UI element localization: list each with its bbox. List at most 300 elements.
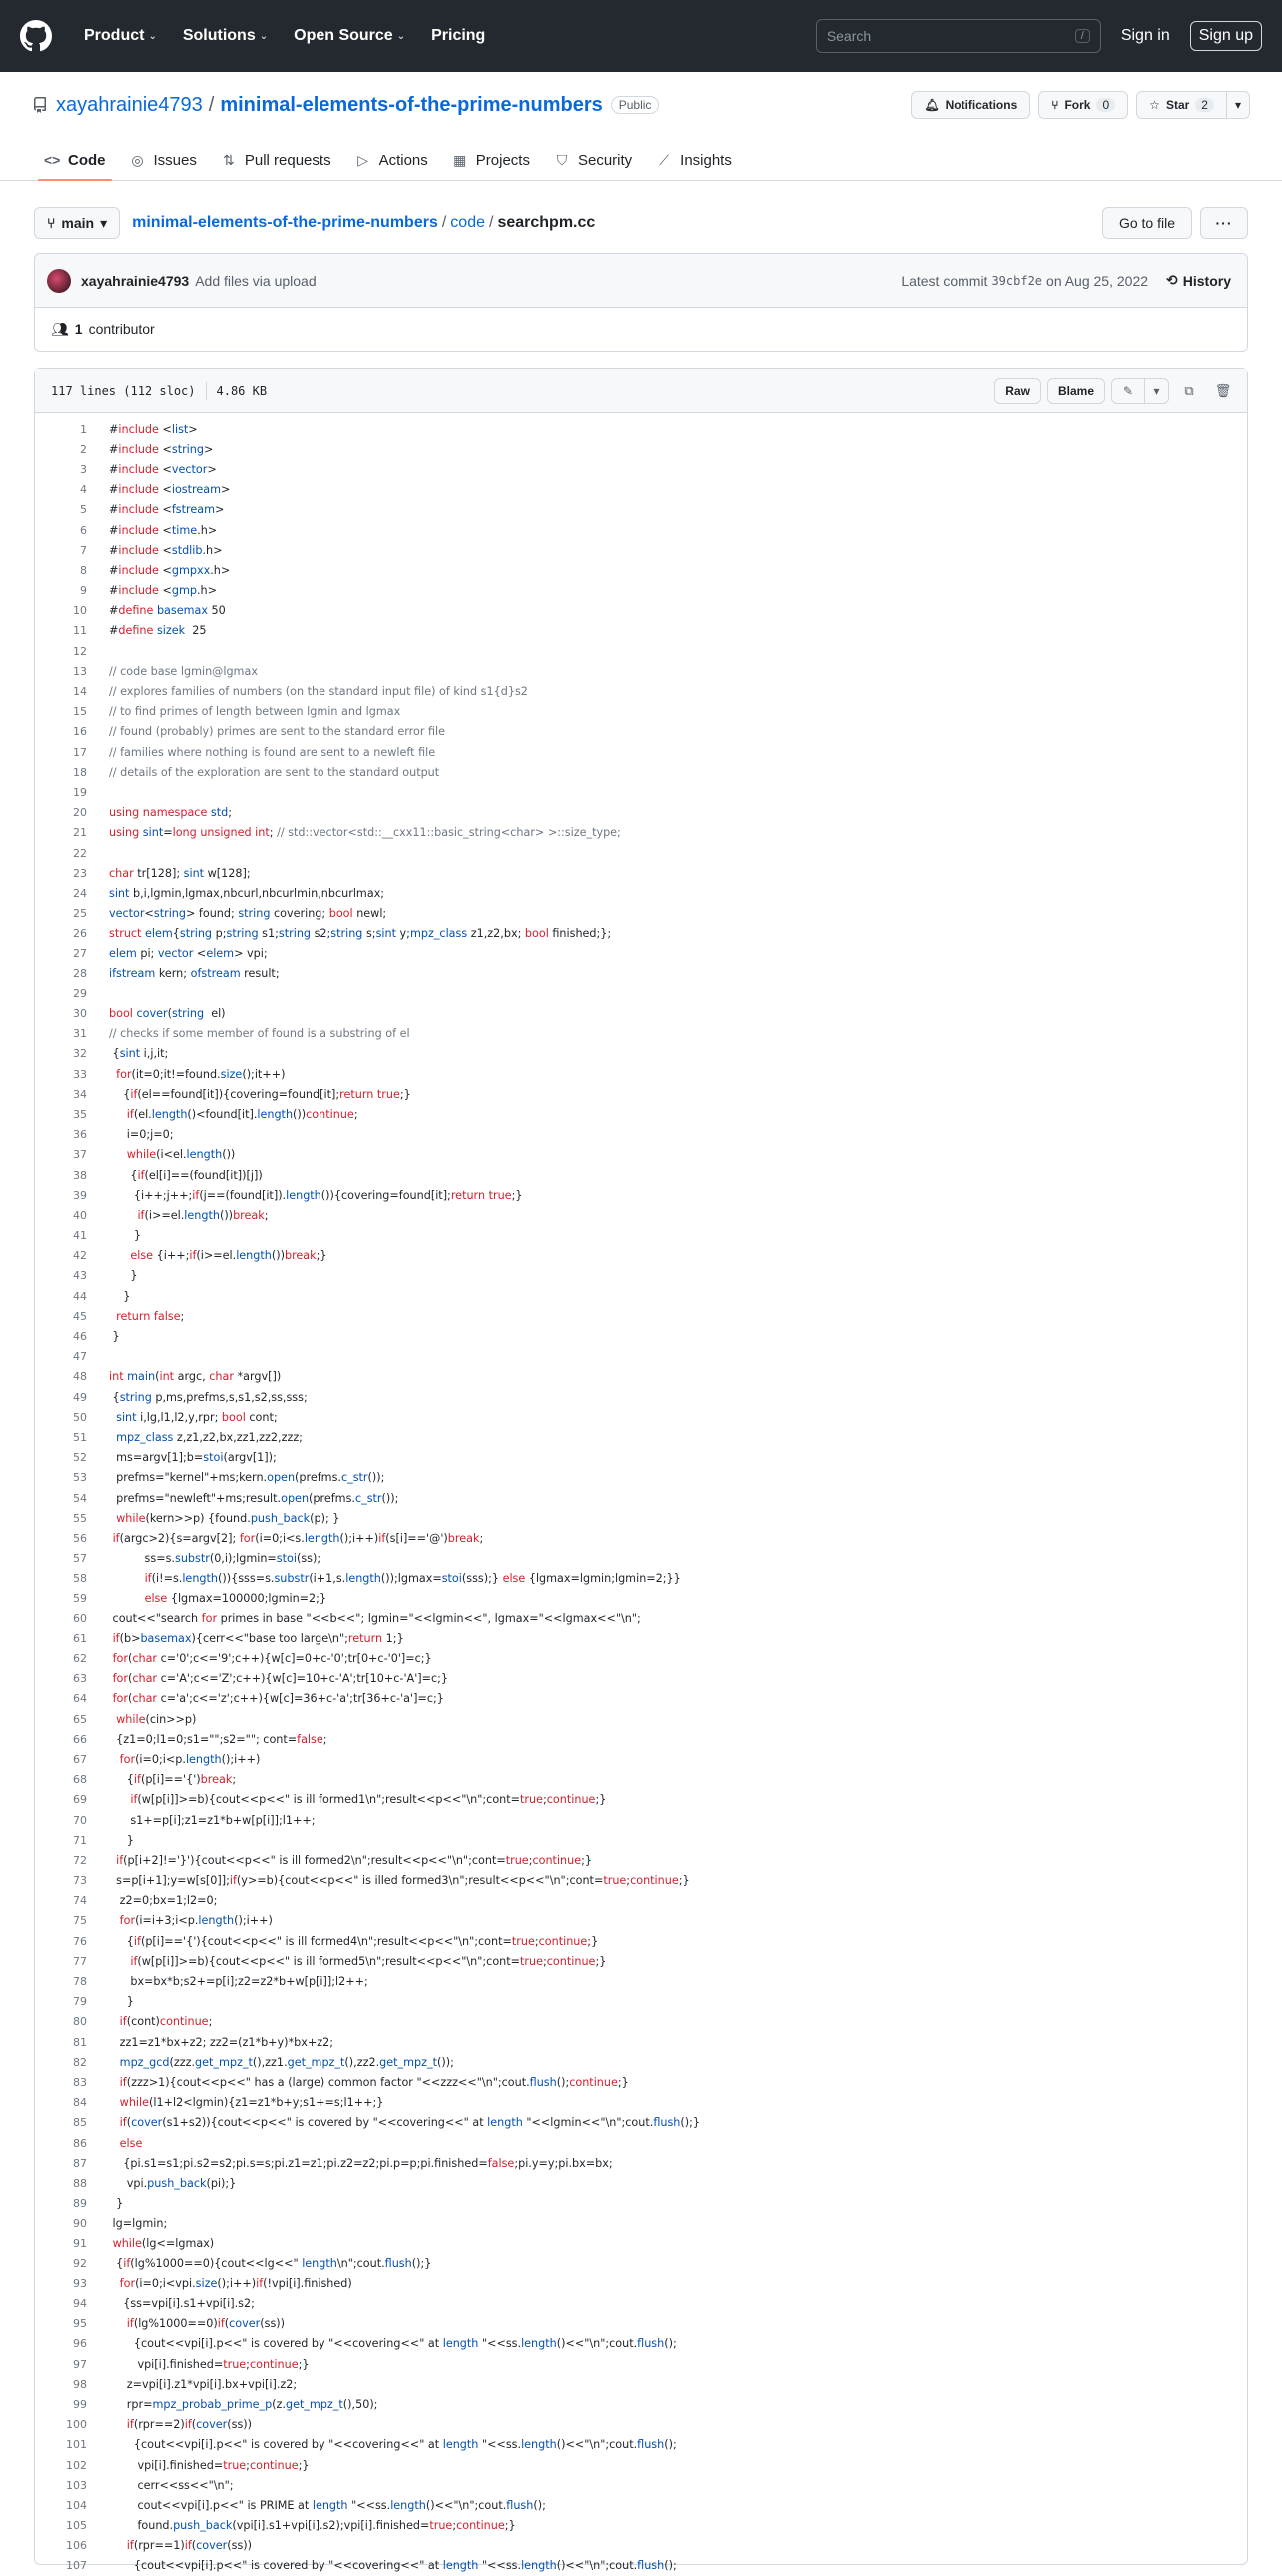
star-button[interactable] — [1136, 91, 1227, 119]
line-number[interactable]: 32 — [73, 1047, 87, 1061]
line-content: } — [109, 2197, 124, 2211]
line-number[interactable]: 52 — [73, 1451, 87, 1465]
line-number[interactable]: 71 — [73, 1833, 87, 1847]
line-number[interactable]: 17 — [73, 745, 87, 759]
nav-pricing[interactable] — [419, 21, 497, 51]
sign-in-link[interactable]: Sign in — [1120, 27, 1170, 44]
line-number[interactable]: 36 — [73, 1128, 87, 1142]
code-line — [35, 2214, 1247, 2234]
code-line — [35, 1749, 1247, 1769]
repo-owner-link[interactable]: xayahrainie4793 — [56, 93, 203, 116]
notifications-button[interactable] — [911, 91, 1030, 119]
avatar[interactable] — [47, 269, 71, 293]
star-icon: ☆ — [1149, 98, 1160, 112]
line-content: {pi.s1=s1;pi.s2=s2;pi.s=s;pi.z1=z1;pi.z2=z2;pi.p=p;pi.finished=false;pi.y=y;pi.bx=bx; — [109, 2156, 613, 2170]
code-listing — [35, 413, 1247, 2576]
path-separator: / — [489, 214, 494, 231]
chevron-down-icon: ⌄ — [148, 30, 157, 42]
line-content: for(char c='a';c<='z';c++){w[c]=36+c-'a';tr[36+c-'a']=c;} — [112, 1692, 444, 1706]
line-number[interactable]: 104 — [66, 2498, 87, 2512]
line-number[interactable]: 7 — [80, 543, 87, 557]
line-content: } — [109, 1229, 142, 1243]
line-number[interactable]: 16 — [73, 725, 87, 739]
line-number[interactable]: 73 — [73, 1874, 87, 1888]
tab-code[interactable] — [32, 140, 118, 180]
contributors-row[interactable] — [35, 308, 1247, 351]
code-line — [35, 2032, 1247, 2052]
line-content: ss=s.substr(0,i);lgmin=stoi(ss); — [109, 1552, 321, 1566]
code-line — [35, 823, 1247, 843]
line-number[interactable]: 74 — [73, 1894, 87, 1908]
breadcrumb — [132, 214, 595, 232]
line-number[interactable]: 12 — [73, 644, 87, 658]
code-line — [35, 1830, 1247, 1850]
line-number[interactable]: 40 — [73, 1208, 87, 1222]
code-line — [35, 782, 1247, 802]
site-header — [0, 0, 1282, 72]
history-link[interactable] — [1166, 272, 1231, 289]
line-content: while(l1+l2<lgmin){z1=z1*b+y;s1+=s;l1++;} — [119, 2096, 384, 2110]
search-input[interactable] — [816, 19, 1101, 53]
line-content: {if(p[i]=='{'){cout<<p<<" is ill formed4\n";result<<p<<"\n";cont=true;continue;} — [109, 1934, 599, 1948]
line-content: s=p[i+1];y=w[s[0]];if(y>=b){cout<<p<<" is illed formed3\n";result<<p<<"\n";cont=true;continue;} — [109, 1874, 690, 1888]
line-number[interactable]: 46 — [73, 1330, 87, 1344]
trash-icon[interactable]: 🗑︎ — [1214, 382, 1232, 398]
line-number[interactable]: 37 — [73, 1148, 87, 1162]
line-number[interactable]: 88 — [73, 2176, 87, 2190]
line-number[interactable]: 84 — [73, 2096, 87, 2110]
line-number[interactable]: 105 — [66, 2519, 87, 2533]
repo-actions — [911, 91, 1250, 119]
line-content: vpi[i].finished=true;continue;} — [109, 2458, 310, 2472]
pull-request-icon: ⇅ — [222, 151, 235, 168]
code-line — [35, 560, 1247, 580]
line-number[interactable]: 42 — [73, 1249, 87, 1263]
line-number[interactable]: 9 — [80, 584, 87, 598]
line-number[interactable]: 23 — [73, 866, 87, 880]
line-number[interactable]: 101 — [66, 2438, 87, 2452]
line-number[interactable]: 81 — [73, 2035, 87, 2049]
line-number[interactable]: 45 — [73, 1309, 87, 1323]
line-content: #define basemax 50 — [109, 604, 226, 618]
code-line — [35, 1648, 1247, 1668]
line-number[interactable]: 54 — [73, 1491, 87, 1505]
line-content: for(char c='0';c<='9';c++){w[c]=0+c-'0';tr[0+c-'0']=c;} — [112, 1652, 432, 1666]
line-number[interactable]: 62 — [73, 1652, 87, 1666]
line-number[interactable]: 64 — [73, 1692, 87, 1706]
nav-open-source[interactable] — [282, 21, 417, 51]
line-number[interactable]: 72 — [73, 1853, 87, 1867]
line-content: if(lg%1000==0)if(cover(ss)) — [126, 2317, 286, 2331]
code-line — [35, 1609, 1247, 1628]
code-icon: <> — [44, 152, 61, 168]
line-number[interactable]: 60 — [73, 1611, 87, 1625]
line-number[interactable]: 70 — [73, 1813, 87, 1827]
line-content: mpz_class z,z1,z2,bx,zz1,zz2,zzz; — [116, 1430, 303, 1444]
nav-product[interactable] — [72, 21, 169, 51]
line-number[interactable]: 89 — [73, 2197, 87, 2211]
people-icon: 👥︎ — [51, 321, 69, 337]
github-logo-icon[interactable] — [20, 20, 52, 52]
code-line — [35, 1891, 1247, 1911]
line-content: } — [109, 1289, 131, 1303]
line-number[interactable]: 94 — [73, 2297, 87, 2311]
line-number[interactable]: 103 — [66, 2478, 87, 2492]
history-icon: ⟲ — [1166, 272, 1178, 288]
line-content: {sint i,j,it; — [109, 1047, 169, 1061]
line-number[interactable]: 28 — [73, 966, 87, 980]
line-number[interactable]: 61 — [73, 1631, 87, 1645]
code-line — [35, 1871, 1247, 1891]
line-number[interactable]: 6 — [80, 523, 87, 537]
breadcrumb-folder-link[interactable]: code — [450, 214, 485, 231]
code-line — [35, 1729, 1247, 1749]
line-number[interactable]: 43 — [73, 1269, 87, 1283]
line-content: cerr<<ss<<"\n"; — [109, 2478, 234, 2492]
code-line — [35, 2334, 1247, 2354]
line-content: prefms="kernel"+ms;kern.open(prefms.c_str()); — [109, 1471, 385, 1485]
tab-insights[interactable] — [644, 140, 744, 180]
code-line — [35, 1145, 1247, 1165]
tab-label: Pull requests — [244, 151, 331, 169]
line-number[interactable]: 95 — [73, 2317, 87, 2331]
line-number[interactable]: 4 — [80, 483, 87, 497]
line-number[interactable]: 29 — [73, 986, 87, 1000]
code-line — [35, 2012, 1247, 2032]
commit-message-link[interactable]: Add files via upload — [195, 272, 317, 289]
line-content: z2=0;bx=1;l2=0; — [109, 1894, 218, 1908]
line-content: else {lgmax=100000;lgmin=2;} — [144, 1592, 327, 1606]
line-content: {if(el==found[it]){covering=found[it];return true;} — [109, 1087, 411, 1101]
code-line — [35, 1003, 1247, 1023]
code-line — [35, 1246, 1247, 1266]
code-line — [35, 540, 1247, 560]
line-number[interactable]: 38 — [73, 1168, 87, 1182]
line-content: #include <gmp.h> — [109, 584, 217, 598]
star-dropdown-button[interactable] — [1227, 91, 1250, 119]
triangle-down-icon[interactable]: ▾ — [1144, 379, 1168, 403]
line-content: } — [109, 1833, 134, 1847]
line-number[interactable]: 55 — [73, 1511, 87, 1525]
line-number[interactable]: 10 — [73, 604, 87, 618]
code-line — [35, 983, 1247, 1003]
code-line — [35, 722, 1247, 742]
code-line — [35, 459, 1247, 479]
tab-projects[interactable] — [440, 140, 542, 180]
code-line — [35, 641, 1247, 661]
line-number[interactable]: 21 — [73, 826, 87, 840]
line-number[interactable]: 44 — [73, 1289, 87, 1303]
line-content: vector<string> found; string covering; bool newl; — [109, 907, 387, 921]
line-number[interactable]: 39 — [73, 1188, 87, 1202]
line-number[interactable]: 97 — [73, 2357, 87, 2371]
star-count: 2 — [1195, 98, 1214, 112]
file-nav-actions — [1102, 207, 1248, 239]
line-content: #include <vector> — [109, 462, 217, 476]
code-line — [35, 520, 1247, 540]
line-number[interactable]: 15 — [73, 705, 87, 719]
go-to-file-button[interactable]: Go to file — [1102, 207, 1192, 239]
line-number[interactable]: 41 — [73, 1229, 87, 1243]
line-content: #include <gmpxx.h> — [109, 563, 231, 577]
code-line — [35, 439, 1247, 459]
line-content: } — [109, 1995, 134, 2009]
line-content: {cout<<vpi[i].p<<" is covered by "<<covering<<" at length "<<ss.length()<<"\n";cout.flush(); — [109, 2559, 677, 2573]
line-number[interactable]: 98 — [73, 2377, 87, 2391]
line-number[interactable]: 30 — [73, 1007, 87, 1021]
line-number[interactable]: 27 — [73, 947, 87, 961]
code-line — [35, 1266, 1247, 1286]
line-number[interactable]: 67 — [73, 1752, 87, 1766]
line-number[interactable]: 96 — [73, 2337, 87, 2351]
tab-label: Projects — [475, 151, 530, 169]
sign-up-button[interactable]: Sign up — [1190, 21, 1262, 51]
line-content: else — [119, 2136, 143, 2150]
file-size: 4.86 KB — [216, 383, 268, 398]
line-content: if(w[p[i]]>=b){cout<<p<<" is ill formed1\n";result<<p<<"\n";cont=true;continue;} — [130, 1793, 607, 1807]
tab-pull-requests[interactable] — [209, 140, 343, 180]
line-number[interactable]: 80 — [73, 2015, 87, 2029]
line-content: return false; — [116, 1309, 185, 1323]
code-line — [35, 1185, 1247, 1205]
table-icon: ▦ — [453, 151, 467, 168]
code-line — [35, 843, 1247, 863]
line-number[interactable]: 63 — [73, 1672, 87, 1686]
line-number[interactable]: 106 — [66, 2539, 87, 2553]
repo-name-link[interactable]: minimal-elements-of-the-prime-numbers — [220, 93, 603, 116]
raw-button[interactable]: Raw — [994, 378, 1041, 404]
code-line — [35, 2093, 1247, 2113]
code-line — [35, 2536, 1247, 2556]
line-number[interactable]: 90 — [73, 2217, 87, 2231]
repo-icon — [32, 97, 48, 113]
tab-security[interactable] — [542, 140, 644, 180]
visibility-badge: Public — [611, 96, 660, 114]
code-line — [35, 1628, 1247, 1648]
code-line — [35, 2113, 1247, 2133]
line-content: bx=bx*b;s2+=p[i];z2=z2*b+w[p[i]];l2++; — [109, 1975, 368, 1989]
line-number[interactable]: 83 — [73, 2075, 87, 2089]
line-number[interactable]: 34 — [73, 1087, 87, 1101]
line-number[interactable]: 85 — [73, 2116, 87, 2130]
line-content: {cout<<vpi[i].p<<" is covered by "<<covering<<" at length "<<ss.length()<<"\n";cout.flush(); — [109, 2438, 677, 2452]
line-number[interactable]: 91 — [73, 2237, 87, 2251]
code-line — [35, 1549, 1247, 1569]
pencil-icon[interactable]: ✎ — [1122, 383, 1134, 398]
line-number[interactable]: 59 — [73, 1592, 87, 1606]
code-line — [35, 419, 1247, 439]
line-number[interactable]: 18 — [73, 765, 87, 779]
line-content: using namespace std; — [109, 806, 233, 820]
line-content: } — [109, 1269, 138, 1283]
line-number[interactable]: 92 — [73, 2256, 87, 2270]
code-line — [35, 1448, 1247, 1468]
line-content: for(i=0;i<vpi.size();i++)if(!vpi[i].finished) — [119, 2276, 352, 2290]
line-number[interactable]: 5 — [80, 503, 87, 517]
code-line — [35, 2354, 1247, 2374]
line-content: bool cover(string el) — [109, 1007, 226, 1021]
copy-icon[interactable]: ⧉ — [1184, 382, 1194, 398]
tab-actions[interactable] — [343, 140, 440, 180]
repo-title — [32, 90, 1250, 120]
edit-button-group — [1111, 378, 1169, 404]
commit-meta — [901, 272, 1231, 289]
line-content: rpr=mpz_probab_prime_p(z.get_mpz_t(),50); — [109, 2397, 378, 2411]
line-number[interactable]: 65 — [73, 1712, 87, 1726]
line-number[interactable]: 86 — [73, 2136, 87, 2150]
line-content: int main(int argc, char *argv[]) — [109, 1370, 282, 1384]
line-content: cout<<"search for primes in base "<<b<<"; lgmin="<<lgmin<<", lgmax="<<lgmax<<"\n"; — [109, 1611, 641, 1625]
line-number[interactable]: 79 — [73, 1995, 87, 2009]
line-number[interactable]: 49 — [73, 1390, 87, 1404]
code-line — [35, 621, 1247, 641]
line-number[interactable]: 93 — [73, 2276, 87, 2290]
line-number[interactable]: 1 — [80, 422, 87, 436]
line-number[interactable]: 56 — [73, 1531, 87, 1545]
line-content: if(rpr==2)if(cover(ss)) — [126, 2418, 253, 2432]
line-content: #include <iostream> — [109, 483, 231, 497]
line-number[interactable]: 35 — [73, 1107, 87, 1121]
line-number[interactable]: 68 — [73, 1773, 87, 1787]
line-number[interactable]: 13 — [73, 664, 87, 678]
search-shortcut-badge: / — [1075, 29, 1090, 43]
path-separator: / — [441, 214, 447, 231]
line-number[interactable]: 53 — [73, 1471, 87, 1485]
line-content: {z1=0;l1=0;s1="";s2=""; cont=false; — [109, 1732, 327, 1746]
tab-issues[interactable] — [118, 140, 209, 180]
line-number[interactable]: 100 — [66, 2418, 87, 2432]
line-number[interactable]: 66 — [73, 1732, 87, 1746]
branch-selector[interactable] — [34, 207, 120, 239]
repo-tabs — [32, 140, 1250, 180]
line-content: while(kern>>p) {found.push_back(p); } — [116, 1511, 340, 1525]
code-line — [35, 1024, 1247, 1044]
code-line — [35, 1669, 1247, 1689]
code-line — [35, 2153, 1247, 2173]
line-number[interactable]: 57 — [73, 1552, 87, 1566]
line-number[interactable]: 48 — [73, 1370, 87, 1384]
code-line — [35, 2293, 1247, 2313]
fork-button[interactable] — [1038, 91, 1128, 119]
commit-author-link[interactable]: xayahrainie4793 — [81, 272, 190, 289]
line-number[interactable]: 107 — [66, 2559, 87, 2573]
code-line — [35, 803, 1247, 823]
line-number[interactable]: 75 — [73, 1914, 87, 1928]
issue-icon: ◎ — [131, 151, 144, 168]
line-number[interactable]: 14 — [73, 685, 87, 699]
code-line — [35, 863, 1247, 883]
line-content: if(zzz>1){cout<<p<<" has a (large) common factor "<<zzz<<"\n";cout.flush();continue;} — [119, 2075, 629, 2089]
line-number[interactable]: 87 — [73, 2156, 87, 2170]
code-line — [35, 2133, 1247, 2153]
nav-label: Solutions — [182, 27, 256, 44]
code-line — [35, 1488, 1247, 1508]
line-number[interactable]: 50 — [73, 1410, 87, 1424]
line-number[interactable]: 51 — [73, 1430, 87, 1444]
line-content: struct elem{string p;string s1;string s2;string s;sint y;mpz_class z1,z2,bx; bool finished;}; — [109, 927, 612, 941]
code-line — [35, 1589, 1247, 1609]
line-content: z=vpi[i].z1*vpi[i].bx+vpi[i].z2; — [109, 2377, 298, 2391]
more-options-button[interactable]: ··· — [1200, 207, 1248, 239]
code-line — [35, 601, 1247, 621]
code-line — [35, 581, 1247, 601]
line-content: sint i,lg,l1,l2,y,rpr; bool cont; — [116, 1410, 278, 1424]
line-content: #include <stdlib.h> — [109, 543, 223, 557]
code-line — [35, 2314, 1247, 2334]
nav-label: Pricing — [431, 27, 486, 44]
line-number[interactable]: 3 — [80, 462, 87, 476]
line-number[interactable]: 31 — [73, 1027, 87, 1041]
line-content: if(cont)continue; — [119, 2015, 213, 2029]
line-number[interactable]: 76 — [73, 1934, 87, 1948]
line-number[interactable]: 99 — [73, 2397, 87, 2411]
line-number[interactable]: 22 — [73, 846, 87, 860]
line-content: // families where nothing is found are sent to a newleft file — [109, 745, 436, 759]
contributors-label: contributor — [88, 322, 155, 337]
line-number[interactable]: 19 — [73, 785, 87, 799]
code-line — [35, 2194, 1247, 2214]
line-number[interactable]: 78 — [73, 1975, 87, 1989]
line-number[interactable]: 33 — [73, 1067, 87, 1081]
code-line — [35, 2374, 1247, 2394]
code-line — [35, 1528, 1247, 1548]
line-number[interactable]: 25 — [73, 907, 87, 921]
code-line — [35, 2455, 1247, 2475]
line-number[interactable]: 47 — [73, 1350, 87, 1364]
commit-info — [35, 254, 1247, 308]
shield-icon: ⛉ — [556, 151, 568, 168]
code-line — [35, 1427, 1247, 1447]
line-number[interactable]: 26 — [73, 927, 87, 941]
line-number[interactable]: 20 — [73, 806, 87, 820]
line-number[interactable]: 58 — [73, 1572, 87, 1586]
line-number[interactable]: 69 — [73, 1793, 87, 1807]
code-line — [35, 2254, 1247, 2273]
nav-label: Open Source — [294, 27, 393, 44]
triangle-down-icon: ▾ — [100, 214, 108, 231]
line-content: while(i<el.length()) — [126, 1148, 236, 1162]
nav-solutions[interactable] — [171, 21, 280, 51]
line-content: ms=argv[1];b=stoi(argv[1]); — [109, 1451, 277, 1465]
code-line — [35, 1104, 1247, 1124]
code-line — [35, 1790, 1247, 1810]
code-line — [35, 1286, 1247, 1306]
line-number[interactable]: 77 — [73, 1954, 87, 1968]
line-content: while(cin>>p) — [116, 1712, 197, 1726]
line-content: {ss=vpi[i].s1+vpi[i].s2; — [109, 2297, 255, 2311]
line-content: lg=lgmin; — [109, 2217, 168, 2231]
line-content: #include <time.h> — [109, 523, 218, 537]
line-content: else {i++;if(i>=el.length())break;} — [130, 1249, 327, 1263]
line-number[interactable]: 24 — [73, 886, 87, 900]
code-line — [35, 2234, 1247, 2254]
fork-count: 0 — [1096, 98, 1115, 112]
line-number[interactable]: 102 — [66, 2458, 87, 2472]
line-content: // found (probably) primes are sent to the standard error file — [109, 725, 446, 739]
branch-icon: ⑂ — [47, 215, 56, 231]
history-label: History — [1182, 272, 1231, 289]
line-number[interactable]: 82 — [73, 2055, 87, 2069]
path-separator: / — [208, 93, 215, 116]
blame-button[interactable]: Blame — [1047, 378, 1105, 404]
line-number[interactable]: 2 — [80, 442, 87, 456]
breadcrumb-repo-link[interactable]: minimal-elements-of-the-prime-numbers — [132, 214, 438, 231]
header-actions — [816, 19, 1262, 53]
line-number[interactable]: 11 — [73, 624, 87, 638]
commit-sha-link[interactable]: 39cbf2e — [991, 273, 1043, 288]
line-number[interactable]: 8 — [80, 563, 87, 577]
latest-commit-box — [34, 253, 1248, 352]
